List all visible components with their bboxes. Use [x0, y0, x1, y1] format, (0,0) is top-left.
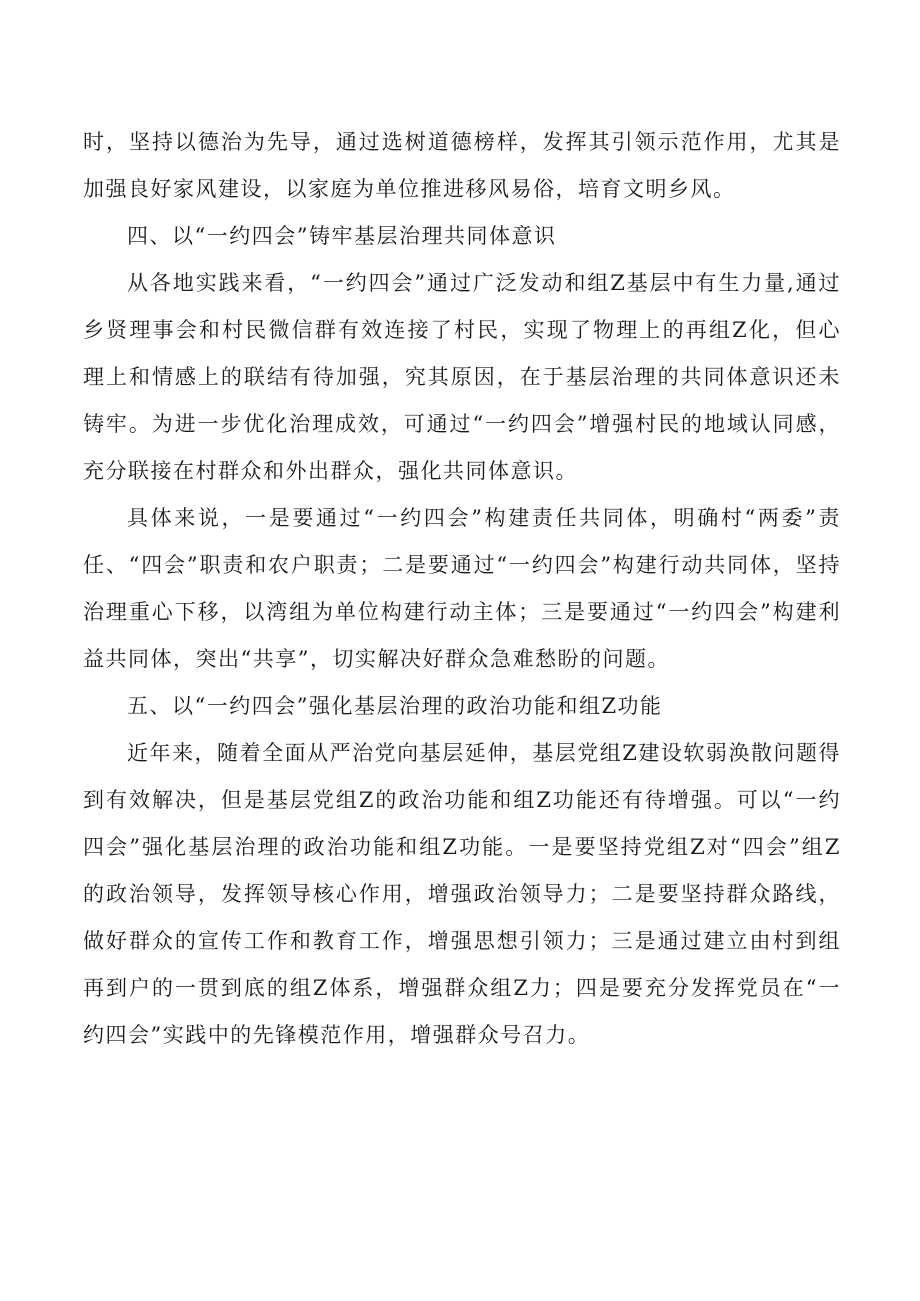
section-heading-4: 四、以“一约四会”铸牢基层治理共同体意识	[127, 224, 557, 248]
paragraph-body: 近年来，随着全面从严治党向基层延伸，基层党组Z建设软弱涣散问题得到有效解决，但是基层党组Z的政治功能和组Z功能还有待增强。可以“一约四会”强化基层治理的政治功能和组Z功能。一是要坚持党组Z对“四会”组Z的政治领导，发挥领导核心作用，增强政治领导力；二是要坚持群众路线，做好群众的宣传工作和教育工作，增强思想引领力；三是通过建立由村到组再到户的一贯到底的组Z体系，增强群众组Z力；四是要充分发挥党员在“一约四会”实践中的先锋模范作用，增强群众号召力。	[83, 741, 841, 1047]
section-heading-5: 五、以“一约四会”强化基层治理的政治功能和组Z功能	[127, 694, 663, 718]
paragraph-body: 从各地实践来看，“一约四会”通过广泛发动和组Z基层中有生力量,通过乡贤理事会和村民微信群有效连接了村民，实现了物理上的再组Z化，但心理上和情感上的联结有待加强，究其原因，在于基层治理的共同体意识还未铸牢。为进一步优化治理成效，可通过“一约四会”增强村民的地域认同感，充分联接在村群众和外出群众，强化共同体意识。	[83, 271, 841, 483]
document-body	[83, 119, 841, 1059]
paragraph-continuation: 时，坚持以德治为先导，通过选树道德榜样，发挥其引领示范作用，尤其是加强良好家风建设，以家庭为单位推进移风易俗，培育文明乡风。	[83, 130, 841, 201]
paragraph-body: 具体来说，一是要通过“一约四会”构建责任共同体，明确村“两委”责任、“四会”职责和农户职责；二是要通过“一约四会”构建行动共同体，坚持治理重心下移，以湾组为单位构建行动主体；三是要通过“一约四会”构建利益共同体，突出“共享”，切实解决好群众急难愁盼的问题。	[83, 506, 841, 671]
